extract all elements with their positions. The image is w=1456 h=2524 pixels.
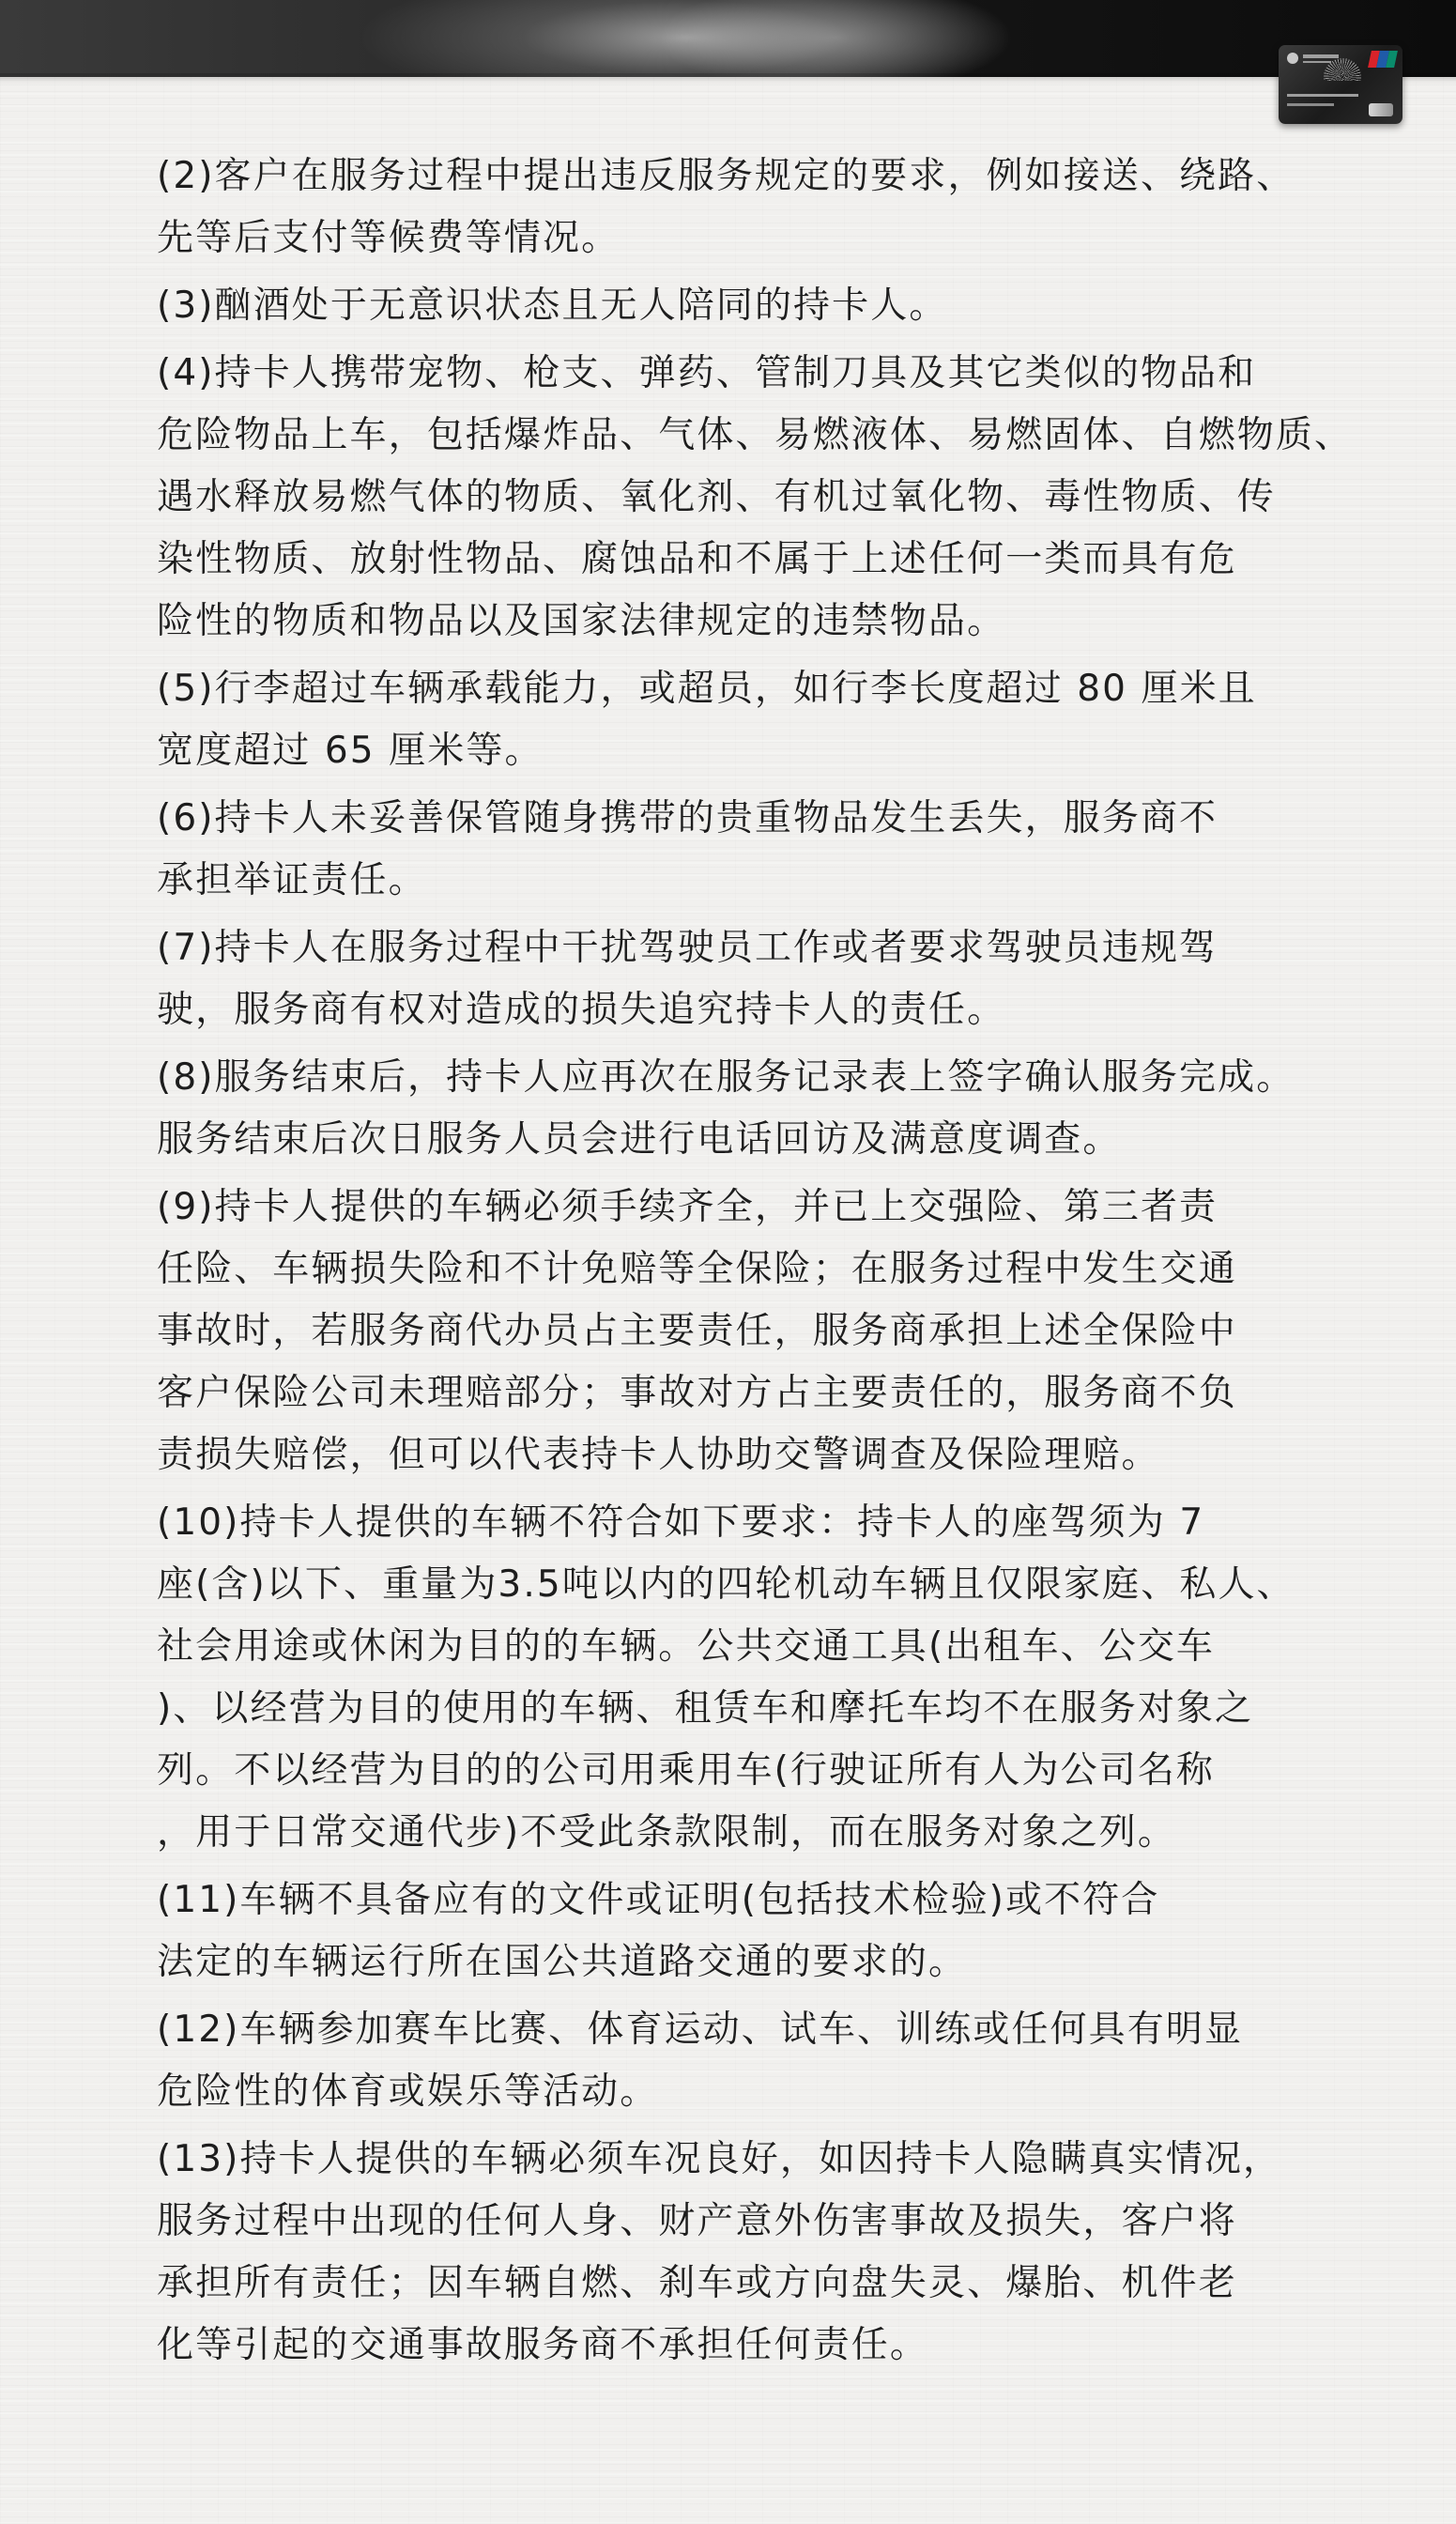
clause-text-line: (2)客户在服务过程中提出违反服务规定的要求，例如接送、绕路、 xyxy=(157,155,1295,197)
clause-text-line: ，用于日常交通代步)不受此条款限制，而在服务对象之列。 xyxy=(157,1811,1176,1854)
clause-text-line: 服务过程中出现的任何人身、财产意外伤害事故及损失，客户将 xyxy=(157,2200,1237,2242)
card-chip-icon xyxy=(1369,103,1393,116)
clause-text-line: 法定的车辆运行所在国公共道路交通的要求的。 xyxy=(157,1941,968,1983)
clause-text-line: 化等引起的交通事故服务商不承担任何责任。 xyxy=(157,2324,929,2366)
clause-text-line: 承担所有责任；因车辆自燃、刹车或方向盘失灵、爆胎、机件老 xyxy=(157,2262,1237,2304)
terms-clause xyxy=(157,917,1377,1041)
clause-text-line: (8)服务结束后，持卡人应再次在服务记录表上签字确认服务完成。 xyxy=(157,1056,1295,1099)
bank-logo-icon xyxy=(1287,53,1298,64)
terms-clause xyxy=(157,788,1377,912)
terms-clause xyxy=(157,1492,1377,1864)
clause-text-line: (13)持卡人提供的车辆必须车况良好，如因持卡人隐瞒真实情况， xyxy=(157,2138,1282,2180)
terms-clause xyxy=(157,275,1377,337)
clause-text-line: (10)持卡人提供的车辆不符合如下要求：持卡人的座驾须为 7 xyxy=(157,1501,1205,1544)
banner-shadow xyxy=(0,73,1456,85)
clause-text-line: 承担举证责任。 xyxy=(157,859,427,901)
clause-text-line: (7)持卡人在服务过程中干扰驾驶员工作或者要求驾驶员违规驾 xyxy=(157,927,1218,969)
terms-clause xyxy=(157,343,1377,653)
card-holder-strip xyxy=(1287,103,1334,106)
clause-text-line: (11)车辆不具备应有的文件或证明(包括技术检验)或不符合 xyxy=(157,1879,1160,1921)
terms-clause xyxy=(157,1047,1377,1171)
card-number-strip xyxy=(1287,94,1358,97)
clause-text-line: 危险物品上车，包括爆炸品、气体、易燃液体、易燃固体、自燃物质、 xyxy=(157,414,1354,456)
unionpay-logo-icon xyxy=(1368,51,1398,68)
clause-text-line: )、以经营为目的使用的车辆、租赁车和摩托车均不在服务对象之 xyxy=(157,1687,1254,1730)
clause-text-line: 事故时，若服务商代办员占主要责任，服务商承担上述全保险中 xyxy=(157,1310,1237,1352)
card-brand-mark xyxy=(1303,54,1339,58)
clause-text-line: (12)车辆参加赛车比赛、体育运动、试车、训练或任何具有明显 xyxy=(157,2008,1244,2051)
terms-clause xyxy=(157,146,1377,269)
clause-text-line: 驶，服务商有权对造成的损失追究持卡人的责任。 xyxy=(157,989,1006,1031)
clause-text-line: (9)持卡人提供的车辆必须手续齐全，并已上交强险、第三者责 xyxy=(157,1186,1218,1228)
bank-card-icon xyxy=(1279,45,1402,124)
clause-text-line: 座(含)以下、重量为3.5吨以内的四轮机动车辆且仅限家庭、私人、 xyxy=(157,1563,1295,1606)
clause-text-line: 险性的物质和物品以及国家法律规定的违禁物品。 xyxy=(157,600,1006,642)
terms-clause xyxy=(157,658,1377,782)
clause-text-line: 客户保险公司未理赔部分；事故对方占主要责任的，服务商不负 xyxy=(157,1372,1237,1414)
clause-text-line: 宽度超过 65 厘米等。 xyxy=(157,730,544,772)
clause-text-line: 责损失赔偿，但可以代表持卡人协助交警调查及保险理赔。 xyxy=(157,1434,1160,1476)
card-fan-pattern xyxy=(1324,58,1361,96)
clause-text-line: 危险性的体育或娱乐等活动。 xyxy=(157,2070,659,2113)
clause-text-line: (3)酗酒处于无意识状态且无人陪同的持卡人。 xyxy=(157,285,948,327)
terms-clause xyxy=(157,1999,1377,2123)
clause-text-line: 任险、车辆损失险和不计免赔等全保险；在服务过程中发生交通 xyxy=(157,1248,1237,1290)
terms-clause xyxy=(157,1870,1377,1993)
terms-clause xyxy=(157,2129,1377,2377)
clause-text-line: 遇水释放易燃气体的物质、氧化剂、有机过氧化物、毒性物质、传 xyxy=(157,476,1276,518)
clause-text-line: (4)持卡人携带宠物、枪支、弹药、管制刀具及其它类似的物品和 xyxy=(157,352,1257,394)
clause-text-line: 社会用途或休闲为目的的车辆。公共交通工具(出租车、公交车 xyxy=(157,1625,1216,1668)
clause-text-line: 先等后支付等候费等情况。 xyxy=(157,217,621,259)
terms-content xyxy=(157,146,1377,2382)
clause-text-line: 服务结束后次日服务人员会进行电话回访及满意度调查。 xyxy=(157,1118,1122,1161)
clause-text-line: 染性物质、放射性物品、腐蚀品和不属于上述任何一类而具有危 xyxy=(157,538,1237,580)
card-brand-submark xyxy=(1303,61,1331,63)
banner-light-smoke-secondary xyxy=(657,0,1014,77)
terms-clause xyxy=(157,1177,1377,1486)
clause-text-line: (5)行李超过车辆承载能力，或超员，如行李长度超过 80 厘米且 xyxy=(157,668,1257,710)
header-banner xyxy=(0,0,1456,77)
clause-text-line: (6)持卡人未妥善保管随身携带的贵重物品发生丢失，服务商不 xyxy=(157,797,1218,839)
clause-text-line: 列。不以经营为目的的公司用乘用车(行驶证所有人为公司名称 xyxy=(157,1749,1216,1792)
